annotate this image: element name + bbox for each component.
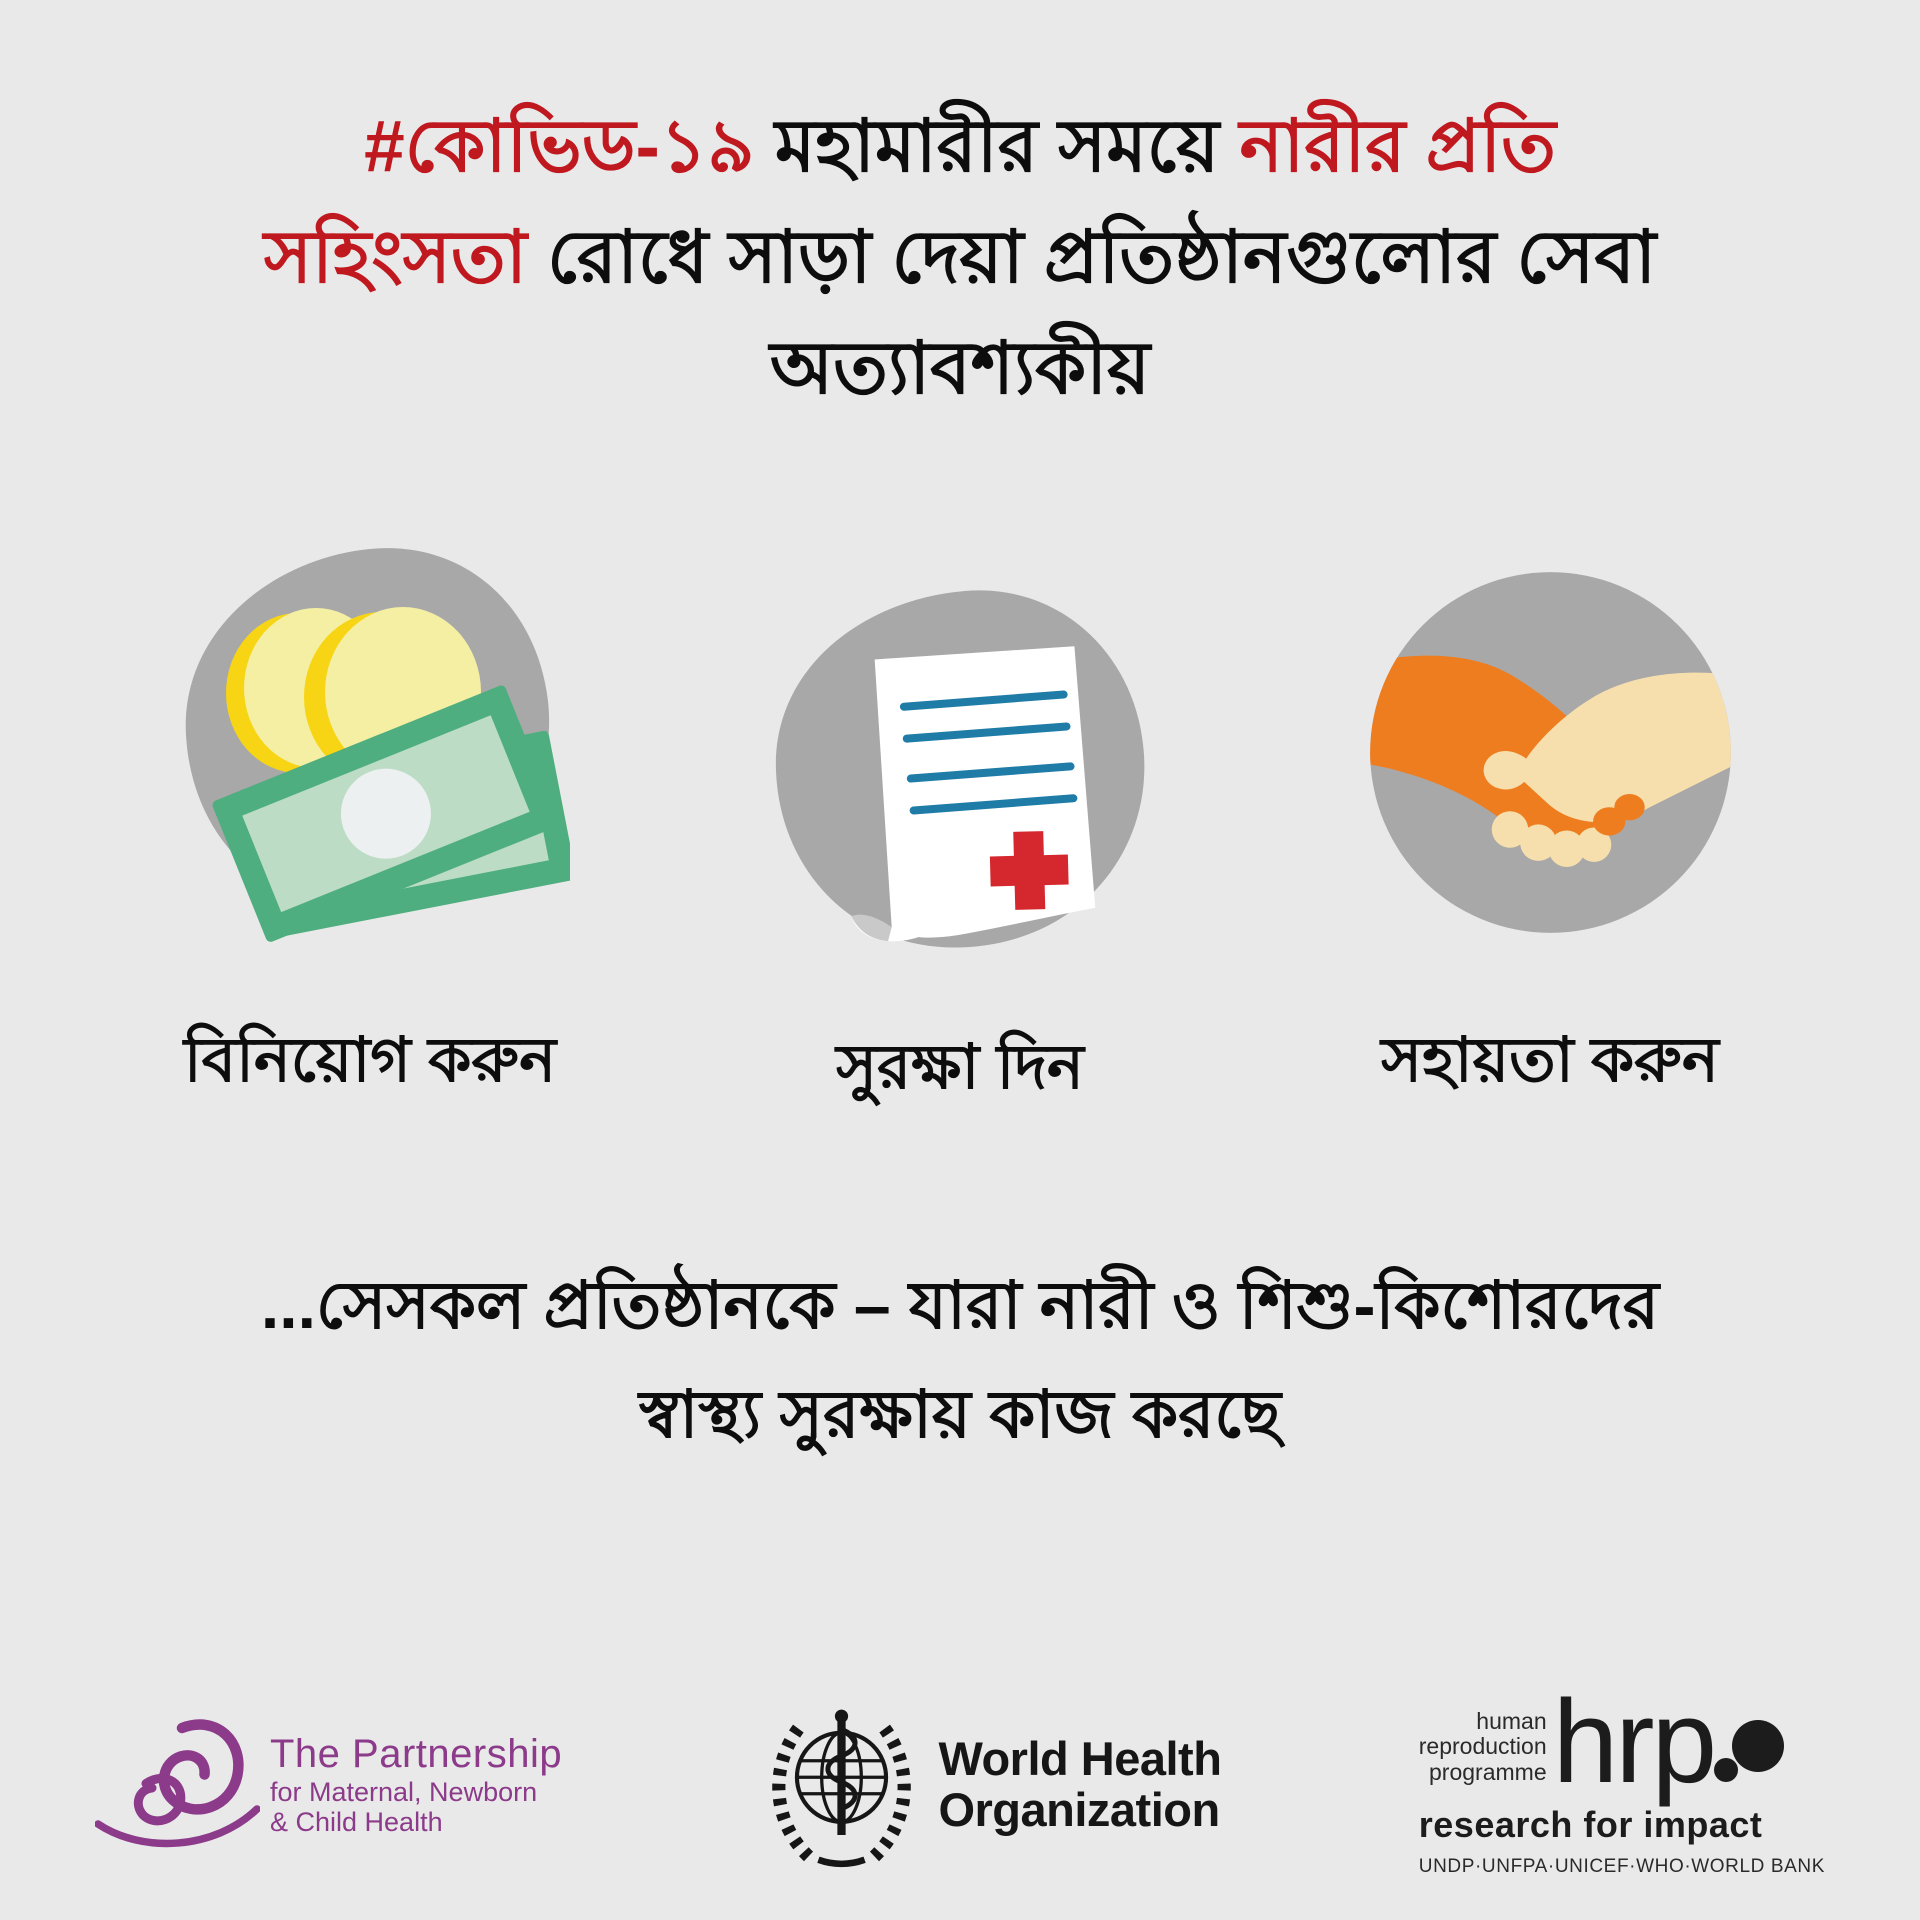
who-name-line1: World Health xyxy=(938,1732,1222,1786)
hrp-programme-line3: programme xyxy=(1429,1758,1547,1785)
footnote xyxy=(0,1251,1920,1469)
headline-line1-end: নারীর প্রতি xyxy=(1239,106,1556,187)
pmnch-sub1: for Maternal, Newborn xyxy=(270,1777,538,1808)
who-name-line2: Organization xyxy=(938,1783,1220,1836)
headline-line3: অত্যাবশ্যকীয় xyxy=(769,327,1151,409)
pmnch-name: The Partnership xyxy=(270,1732,563,1777)
caption-protect: সুরক্ষা দিন xyxy=(836,1032,1084,1102)
pmnch-logo xyxy=(95,1710,562,1860)
card-support xyxy=(1270,535,1830,1116)
pmnch-sub2: & Child Health xyxy=(270,1807,443,1838)
footnote-line1: ...সেসকল প্রতিষ্ঠানকে – যারা নারী ও শিশু-কিশোরদের xyxy=(260,1267,1660,1342)
hrp-programme-line2: reproduction xyxy=(1418,1733,1547,1760)
who-emblem-icon xyxy=(759,1703,924,1868)
footer-logos xyxy=(0,1675,1920,1878)
hrp-wordmark: hrp xyxy=(1552,1675,1715,1808)
footnote-line2: স্বাস্থ্য সুরক্ষায় কাজ করছে xyxy=(639,1376,1281,1451)
icon-row xyxy=(0,535,1920,1123)
caption-invest: বিনিয়োগ করুন xyxy=(183,1025,557,1095)
headline-line2-rest: রোধে সাড়া দেয়া প্রতিষ্ঠানগুলোর সেবা xyxy=(526,216,1657,298)
covid-hashtag: #কোভিড-১৯ xyxy=(364,106,755,187)
pmnch-mother-child-icon xyxy=(95,1710,260,1860)
card-invest xyxy=(90,535,650,1116)
hrp-slogan: research for impact xyxy=(1418,1804,1763,1845)
who-logo xyxy=(759,1703,1221,1868)
caption-support: সহায়তা করুন xyxy=(1381,1025,1719,1095)
card-protect xyxy=(680,535,1240,1123)
hrp-programme-line1: human xyxy=(1476,1708,1547,1735)
hrp-logo xyxy=(1418,1675,1825,1878)
hrp-dots-icon xyxy=(1714,1692,1784,1802)
headline-line1-mid: মহামারীর সময়ে xyxy=(754,106,1240,187)
medical-document-icon xyxy=(760,565,1160,965)
money-icon xyxy=(170,535,570,935)
headline-line2-start: সহিংসতা xyxy=(263,216,527,298)
headline xyxy=(0,0,1920,425)
hrp-partners: UNDP·UNFPA·UNICEF·WHO·WORLD BANK xyxy=(1418,1856,1825,1877)
handshake-icon xyxy=(1358,560,1743,945)
